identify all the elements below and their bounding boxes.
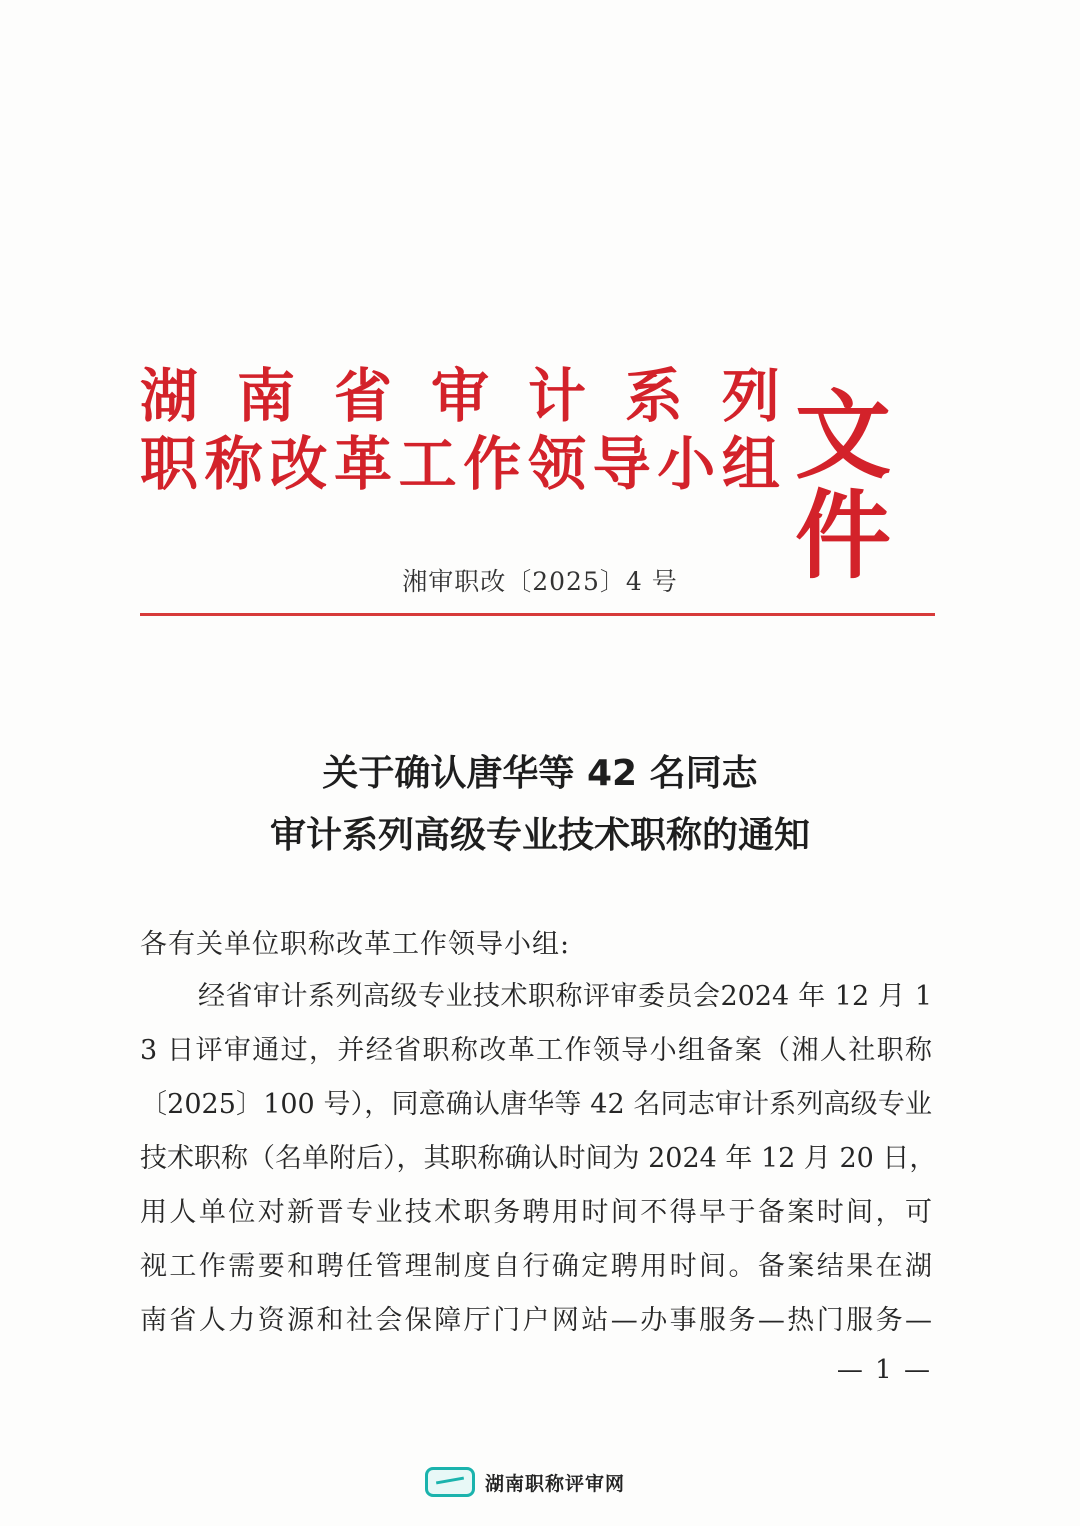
header-line-2 <box>140 432 780 496</box>
body-line: 3 日评审通过，并经省职称改革工作领导小组备案（湘人社职称 <box>140 1035 932 1066</box>
header-char: 革 <box>333 430 392 498</box>
header-wenjian: 文件 <box>795 380 893 592</box>
salutation: 各有关单位职称改革工作领导小组: <box>140 929 571 960</box>
header-char: 导 <box>592 430 651 498</box>
header-char: 小 <box>657 430 716 498</box>
watermark <box>425 1462 625 1502</box>
body-line: 南省人力资源和社会保障厅门户网站—办事服务—热门服务— <box>140 1305 932 1336</box>
body-line: 经省审计系列高级专业技术职称评审委员会2024 年 12 月 1 <box>198 981 932 1012</box>
header-char: 省 <box>333 362 392 430</box>
header-char: 组 <box>721 430 780 498</box>
header-char: 列 <box>721 362 780 430</box>
header-char: 作 <box>463 430 522 498</box>
watermark-text: 湖南职称评审网 <box>485 1472 626 1495</box>
header-char: 南 <box>236 362 295 430</box>
body-line: 用人单位对新晋专业技术职务聘用时间不得早于备案时间，可 <box>140 1197 932 1228</box>
header-char: 计 <box>527 362 586 430</box>
body-line: 〔2025〕100 号），同意确认唐华等 42 名同志审计系列高级专业 <box>140 1089 932 1120</box>
header-char: 工 <box>398 430 457 498</box>
body-line: 视工作需要和聘任管理制度自行确定聘用时间。备案结果在湖 <box>140 1251 932 1282</box>
header-char: 领 <box>527 430 586 498</box>
document-number: 湘审职改〔2025〕4 号 <box>402 567 678 596</box>
title-line-1: 关于确认唐华等 42 名同志 <box>322 753 758 794</box>
red-divider <box>140 613 935 616</box>
title-line-2: 审计系列高级专业技术职称的通知 <box>269 815 810 856</box>
body-line: 技术职称（名单附后），其职称确认时间为 2024 年 12 月 20 日， <box>140 1143 937 1174</box>
header-char: 职 <box>140 430 199 498</box>
header-char: 改 <box>269 430 328 498</box>
page-number: — 1 — <box>836 1355 932 1385</box>
header-char: 湖 <box>140 362 199 430</box>
body-paragraph <box>140 970 937 1348</box>
header-char: 称 <box>204 430 263 498</box>
header-char: 审 <box>430 362 489 430</box>
header-char: 系 <box>624 362 683 430</box>
header-line-1 <box>140 364 780 428</box>
watermark-logo-icon <box>425 1467 475 1497</box>
